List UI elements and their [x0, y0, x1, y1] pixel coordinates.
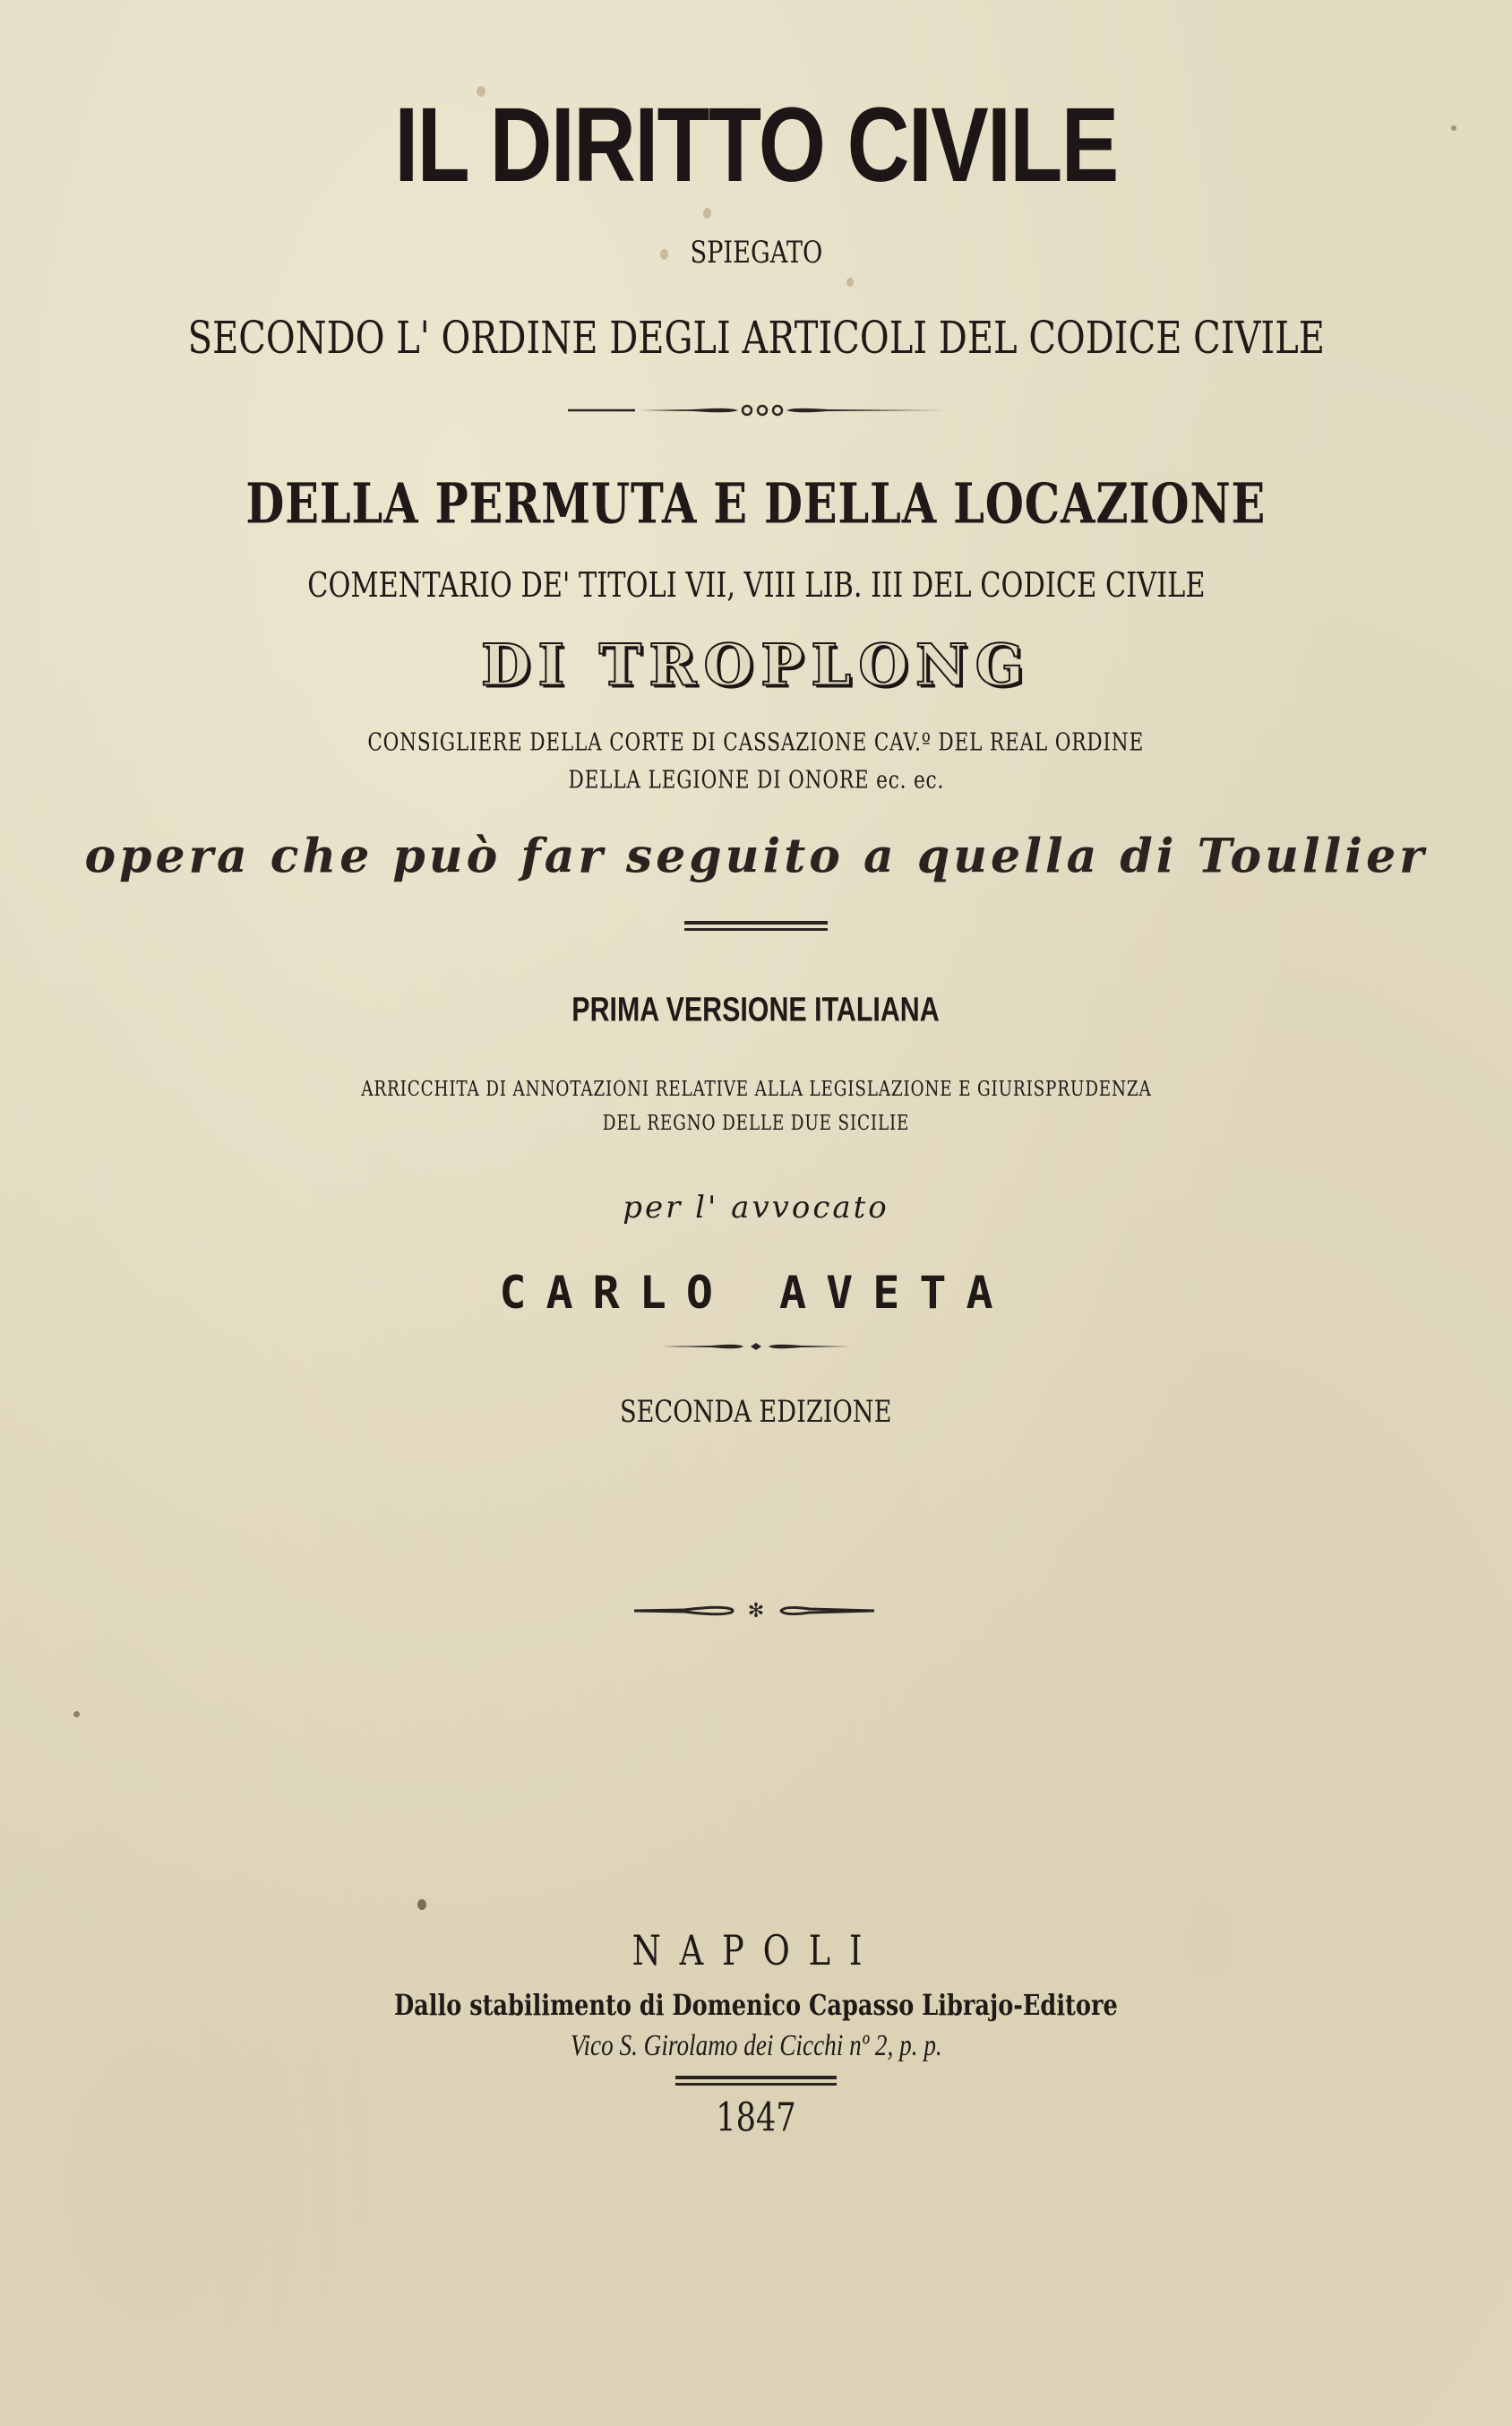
subtitle-spiegato [0, 235, 1512, 271]
work-heading [0, 471, 1512, 537]
work-heading-text: DELLA PERMUTA E DELLA LOCAZIONE [245, 470, 1267, 537]
subtitle-spiegato-text: SPIEGATO [690, 235, 822, 271]
translation-heading [0, 992, 1512, 1030]
edition [0, 1394, 1512, 1430]
foxing-spot [417, 1899, 426, 1910]
edition-text: SECONDA EDIZIONE [620, 1394, 892, 1430]
author-title-line2-text: DELLA LEGIONE DI ONORE ec. ec. [568, 766, 944, 795]
foxing-spot [1451, 125, 1456, 131]
imprint-publisher-text: Dallo stabilimento di Domenico Capasso Librajo-Editore [394, 1988, 1118, 2022]
translator-name: CARLO AVETA [499, 1267, 1013, 1319]
author-name: DI TROPLONG [480, 632, 1032, 700]
translation-description-line1-text: ARRICCHITA DI ANNOTAZIONI RELATIVE ALLA LEGISLAZIONE E GIURISPRUDENZA [360, 1078, 1152, 1101]
translation-heading-text: PRIMA VERSIONE ITALIANA [571, 991, 941, 1029]
work-commentary-text: COMENTARIO DE' TITOLI VII, VIII LIB. III DEL CODICE CIVILE [306, 565, 1206, 605]
main-title: IL DIRITTO CIVILE [394, 86, 1118, 204]
translation-description-line2 [0, 1112, 1512, 1135]
ornament-asterisk-icon [631, 1600, 881, 1622]
subtitle-secondo-text: SECONDO L' ORDINE DEGLI ARTICOLI DEL CODICE CIVILE [187, 312, 1325, 364]
imprint-year [0, 2095, 1512, 2141]
translator-by: per l' avvocato [623, 1190, 889, 1226]
imprint-address [0, 2029, 1512, 2063]
double-rule-divider [684, 921, 828, 931]
author-title-line1 [0, 729, 1512, 757]
imprint-year-text: 1847 [716, 2095, 796, 2141]
imprint-city [0, 1926, 1512, 1974]
imprint-city-text: NAPOLI [631, 1926, 881, 1974]
imprint-publisher [0, 1988, 1512, 2022]
translation-description-line1 [0, 1078, 1512, 1101]
ornament-circles-icon [559, 403, 953, 417]
svg-text:✻: ✻ [747, 1600, 765, 1622]
foxing-spot [73, 1711, 80, 1717]
ornament-diamond-icon [657, 1340, 855, 1353]
imprint-address-text: Vico S. Girolamo dei Cicchi nº 2, p. p. [570, 2029, 942, 2062]
work-note: opera che può far seguito a quella di Toullier [84, 829, 1428, 884]
foxing-spot [703, 208, 711, 219]
double-rule-divider-bottom [675, 2076, 837, 2086]
work-commentary [0, 565, 1512, 605]
author-title-line1-text: CONSIGLIERE DELLA CORTE DI CASSAZIONE CAV.º DEL REAL ORDINE [367, 728, 1145, 757]
author-title-line2 [0, 767, 1512, 795]
subtitle-secondo [0, 312, 1512, 364]
translation-description-line2-text: DEL REGNO DELLE DUE SICILIE [602, 1112, 910, 1135]
foxing-spot [846, 278, 854, 287]
